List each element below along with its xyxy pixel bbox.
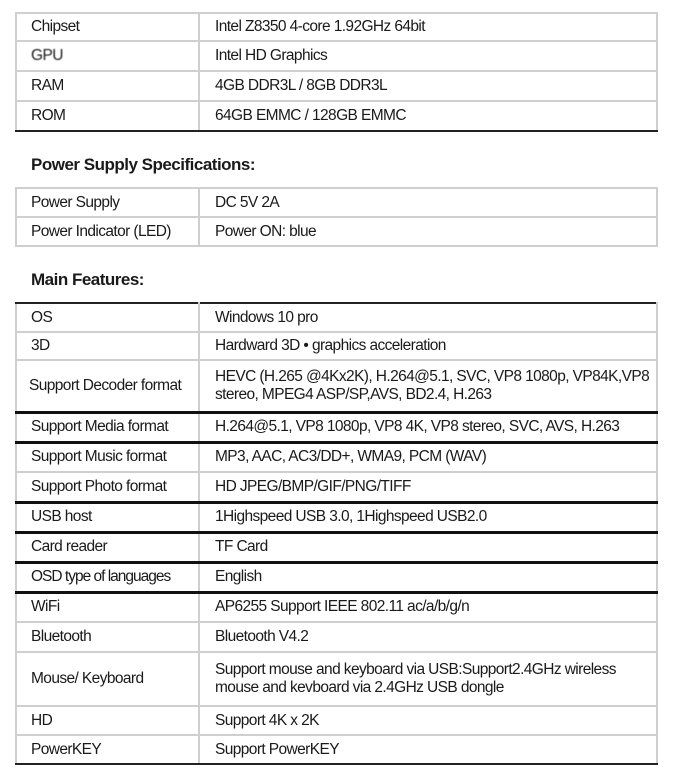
row-value: Windows 10 pro <box>199 303 657 332</box>
row-label: ROM <box>16 101 199 131</box>
row-value: DC 5V 2A <box>199 188 657 217</box>
row-label: OS <box>16 303 199 332</box>
row-value: English <box>199 562 657 592</box>
row-value: Support mouse and keyboard via USB:Support2.4GHz wireless mouse and kevboard via 2.4GHz USB dongle <box>199 652 657 706</box>
row-label: RAM <box>16 71 199 101</box>
row-value: TF Card <box>199 532 657 562</box>
row-label: WiFi <box>16 592 199 622</box>
row-label: Card reader <box>16 532 199 562</box>
row-value: Support PowerKEY <box>199 735 657 764</box>
table-row <box>16 360 657 412</box>
hardware-spec-table <box>15 12 658 132</box>
power-spec-table <box>15 187 658 247</box>
table-row <box>16 188 657 217</box>
table-row <box>16 101 657 131</box>
table-row <box>16 735 657 764</box>
row-label: PowerKEY <box>16 735 199 764</box>
row-label: Power Supply <box>16 188 199 217</box>
row-value: HD JPEG/BMP/GIF/PNG/TIFF <box>199 472 657 502</box>
row-label: Support Media format <box>16 412 199 442</box>
row-value: AP6255 Support IEEE 802.11 ac/a/b/g/n <box>199 592 657 622</box>
row-label: Power Indicator (LED) <box>16 217 199 246</box>
row-label: Support Music format <box>16 442 199 472</box>
table-row <box>16 532 657 562</box>
row-label: Support Decoder format <box>16 360 199 412</box>
row-value: Intel HD Graphics <box>199 41 657 71</box>
row-value: HEVC (H.265 @4Kx2K), H.264@5.1, SVC, VP8 1080p, VP84K,VP8 stereo, MPEG4 ASP/SP,AVS, BD2.4, H.263 <box>199 360 657 412</box>
row-value: MP3, AAC, AC3/DD+, WMA9, PCM (WAV) <box>199 442 657 472</box>
table-row <box>16 41 657 71</box>
table-row <box>16 562 657 592</box>
row-value: 64GB EMMC / 128GB EMMC <box>199 101 657 131</box>
power-supply-heading: Power Supply Specifications: <box>31 155 256 174</box>
table-row <box>16 652 657 706</box>
table-row <box>16 472 657 502</box>
row-label: GPU <box>16 41 199 71</box>
table-row <box>16 412 657 442</box>
table-row <box>16 622 657 652</box>
row-label: 3D <box>16 332 199 360</box>
table-row <box>16 592 657 622</box>
row-value: 4GB DDR3L / 8GB DDR3L <box>199 71 657 101</box>
table-row <box>16 502 657 532</box>
row-value: Hardward 3D • graphics acceleration <box>199 332 657 360</box>
row-label: USB host <box>16 502 199 532</box>
row-label: Support Photo format <box>16 472 199 502</box>
table-row <box>16 706 657 735</box>
row-label: Mouse/ Keyboard <box>16 652 199 706</box>
row-label: OSD type of languages <box>16 562 199 592</box>
row-value: Bluetooth V4.2 <box>199 622 657 652</box>
row-value: 1Highspeed USB 3.0, 1Highspeed USB2.0 <box>199 502 657 532</box>
features-spec-table <box>15 302 658 765</box>
table-row <box>16 71 657 101</box>
row-label: Chipset <box>16 13 199 41</box>
row-label: Bluetooth <box>16 622 199 652</box>
table-row <box>16 332 657 360</box>
row-value: H.264@5.1, VP8 1080p, VP8 4K, VP8 stereo, SVC, AVS, H.263 <box>199 412 657 442</box>
row-value: Power ON: blue <box>199 217 657 246</box>
row-value: Support 4K x 2K <box>199 706 657 735</box>
table-row <box>16 442 657 472</box>
row-value: Intel Z8350 4-core 1.92GHz 64bit <box>199 13 657 41</box>
row-label: HD <box>16 706 199 735</box>
table-row <box>16 303 657 332</box>
main-features-heading: Main Features: <box>31 270 144 289</box>
table-row <box>16 217 657 246</box>
table-row <box>16 13 657 41</box>
